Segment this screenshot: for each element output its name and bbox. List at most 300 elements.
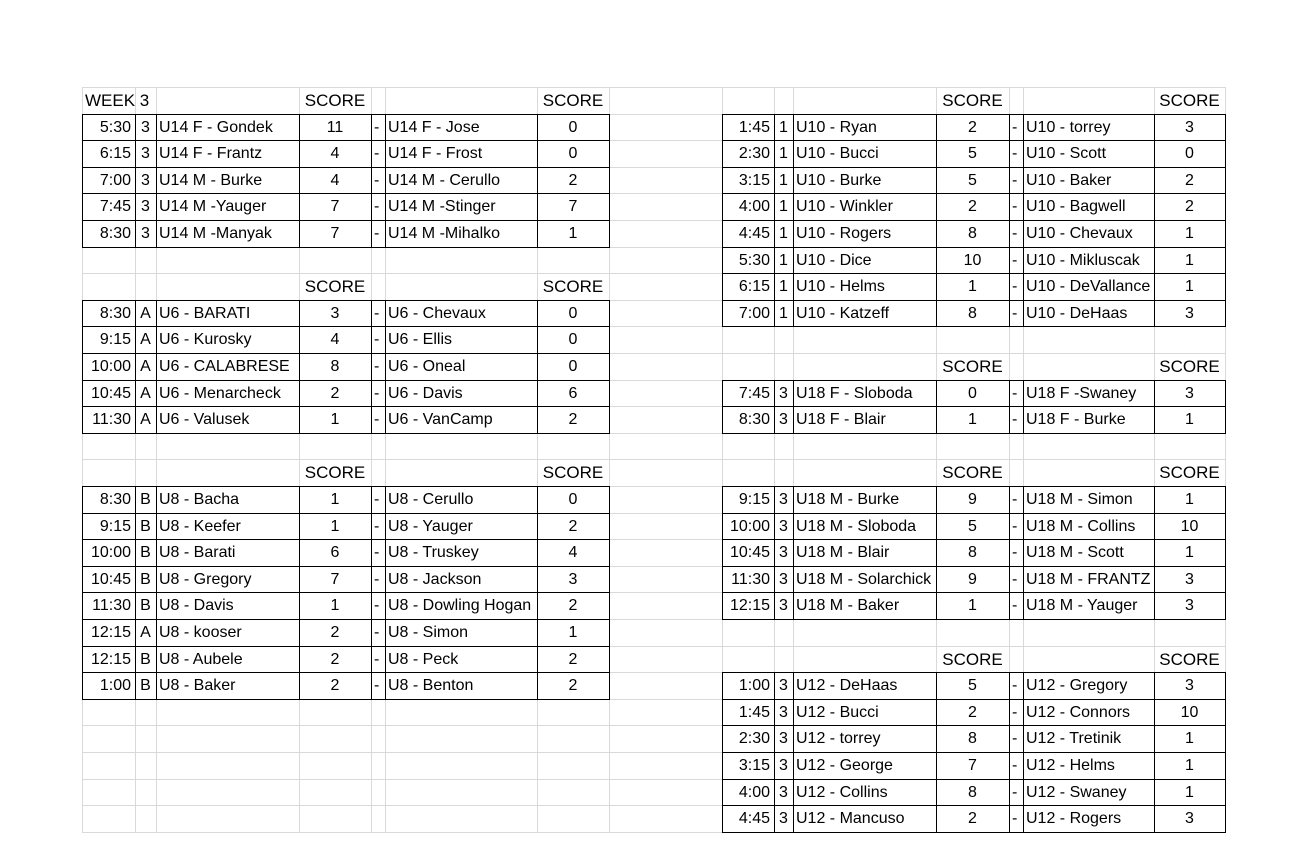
away-team: U18 M - Simon	[1026, 491, 1133, 508]
cell-border	[722, 486, 723, 620]
cell-border	[722, 752, 1226, 753]
away-team: U10 - DeHaas	[1026, 304, 1128, 322]
field: 3	[141, 145, 150, 163]
home-team: U8 - Gregory	[159, 570, 252, 588]
versus-dash: -	[374, 570, 380, 588]
away-team: U18 M - Collins	[1026, 517, 1136, 535]
away-score: 10	[1180, 703, 1199, 721]
home-score: 8	[968, 544, 977, 562]
cell-border	[722, 193, 1226, 194]
versus-dash: -	[1012, 730, 1018, 748]
away-score: 3	[1185, 570, 1194, 588]
away-score: 0	[568, 491, 578, 508]
home-score: 8	[968, 304, 977, 322]
game-time: 1:00	[99, 677, 131, 695]
game-time: 6:15	[738, 278, 770, 296]
away-score: 1	[1185, 491, 1194, 508]
game-time: 5:30	[99, 118, 131, 136]
home-team: U14 M -Yauger	[159, 198, 267, 216]
cell-border	[722, 247, 1226, 248]
field: 3	[141, 171, 150, 189]
away-team: U12 - Helms	[1026, 757, 1115, 774]
away-team: U18 M - Scott	[1026, 544, 1124, 562]
versus-dash: -	[1012, 304, 1018, 322]
away-score: 1	[568, 225, 578, 242]
away-score: 3	[1185, 597, 1194, 615]
away-score: 3	[1185, 677, 1194, 695]
versus-dash: -	[1012, 757, 1018, 774]
game-time: 9:15	[738, 491, 770, 508]
home-score: 8	[968, 225, 977, 242]
home-score: 2	[330, 677, 340, 695]
cell-border	[82, 619, 610, 620]
game-time: 5:30	[738, 251, 770, 269]
game-time: 8:30	[738, 411, 770, 429]
score-header: SCORE	[942, 463, 1003, 483]
field: B	[140, 544, 151, 562]
home-team: U14 F - Frantz	[159, 145, 263, 163]
home-team: U8 - Keefer	[159, 517, 241, 535]
cell-border	[1023, 486, 1024, 620]
cell-border	[722, 300, 1226, 301]
game-time: 12:15	[90, 624, 131, 641]
game-time: 4:45	[738, 810, 770, 828]
game-time: 12:15	[90, 650, 131, 668]
versus-dash: -	[1012, 544, 1018, 562]
home-score: 5	[968, 517, 977, 535]
home-score: 11	[326, 118, 344, 136]
field: A	[140, 358, 151, 375]
away-score: 1	[1185, 757, 1194, 774]
field: 3	[141, 118, 150, 136]
versus-dash: -	[1012, 411, 1018, 429]
cell-border	[609, 114, 610, 248]
versus-dash: -	[374, 384, 380, 402]
game-time: 10:00	[729, 517, 770, 535]
versus-dash: -	[1012, 198, 1018, 216]
game-time: 8:30	[99, 491, 131, 508]
cell-border	[722, 725, 1226, 726]
home-team: U8 - Baker	[159, 677, 236, 695]
field: 1	[779, 118, 788, 136]
away-score: 7	[568, 198, 578, 216]
home-team: U8 - Davis	[159, 597, 234, 615]
home-score: 5	[968, 145, 977, 163]
game-time: 10:45	[90, 384, 131, 402]
versus-dash: -	[1012, 225, 1018, 242]
home-score: 5	[968, 171, 977, 189]
home-score: 2	[330, 624, 340, 641]
cell-border	[722, 699, 1226, 700]
game-time: 3:15	[738, 757, 770, 774]
away-team: U18 M - FRANTZ	[1026, 570, 1151, 588]
home-team: U12 - Bucci	[796, 703, 879, 721]
home-score: 8	[968, 783, 977, 801]
home-team: U8 - Barati	[159, 544, 236, 562]
cell-border	[299, 114, 300, 248]
cell-border	[936, 486, 937, 620]
cell-border	[385, 114, 386, 248]
field: 1	[779, 198, 788, 216]
away-team: U12 - Rogers	[1026, 810, 1122, 828]
away-score: 6	[568, 384, 578, 402]
cell-border	[135, 114, 136, 248]
home-team: U10 - Ryan	[796, 118, 877, 136]
versus-dash: -	[374, 517, 380, 535]
field: 3	[779, 810, 788, 828]
cell-border	[82, 406, 610, 407]
away-team: U18 F - Burke	[1026, 411, 1126, 429]
cell-border	[609, 300, 610, 434]
away-team: U6 - Oneal	[388, 358, 466, 375]
away-score: 1	[1185, 251, 1194, 269]
away-score: 0	[568, 304, 578, 322]
away-score: 1	[1185, 544, 1194, 562]
versus-dash: -	[1012, 703, 1018, 721]
home-score: 1	[330, 517, 340, 535]
away-team: U14 M -Mihalko	[388, 225, 501, 242]
field: B	[140, 517, 151, 535]
home-team: U8 - Aubele	[159, 650, 243, 668]
cell-border	[82, 592, 610, 593]
away-team: U6 - Davis	[388, 384, 463, 402]
cell-border	[722, 779, 1226, 780]
home-team: U12 - DeHaas	[796, 677, 898, 695]
field: B	[140, 570, 151, 588]
game-time: 11:30	[731, 570, 770, 588]
versus-dash: -	[1012, 783, 1018, 801]
away-score: 0	[568, 118, 578, 136]
cell-border	[722, 220, 1226, 221]
home-score: 1	[330, 411, 340, 429]
field: 3	[779, 757, 788, 774]
cell-border	[722, 433, 1226, 434]
home-team: U10 - Katzeff	[796, 304, 890, 322]
cell-border	[722, 592, 1226, 593]
field: 3	[779, 703, 788, 721]
away-score: 0	[568, 358, 578, 375]
away-score: 2	[568, 677, 578, 695]
versus-dash: -	[1012, 384, 1018, 402]
cell-border	[82, 513, 610, 514]
home-team: U18 M - Baker	[796, 597, 900, 615]
game-time: 9:15	[99, 517, 131, 535]
field: 1	[779, 251, 788, 269]
game-time: 8:30	[99, 225, 131, 242]
away-score: 0	[568, 331, 578, 349]
away-score: 2	[568, 411, 578, 429]
home-score: 4	[330, 331, 340, 349]
home-score: 0	[968, 384, 977, 402]
cell-border	[82, 300, 83, 434]
home-team: U12 - Collins	[796, 783, 888, 801]
cell-border	[82, 699, 610, 700]
away-score: 4	[568, 544, 578, 562]
game-time: 10:00	[90, 358, 131, 375]
game-time: 4:45	[738, 225, 770, 242]
game-time: 4:00	[738, 198, 770, 216]
cell-border	[156, 300, 157, 434]
game-time: 8:30	[99, 304, 131, 322]
field: 3	[779, 783, 788, 801]
field: 3	[141, 198, 150, 216]
field: A	[140, 304, 151, 322]
cell-border	[722, 539, 1226, 540]
home-score: 7	[330, 198, 340, 216]
score-header: SCORE	[304, 463, 366, 483]
versus-dash: -	[1012, 171, 1018, 189]
field: 3	[779, 384, 788, 402]
week-label: WEEK 3	[85, 91, 150, 110]
field: 3	[779, 544, 788, 562]
home-team: U18 F - Sloboda	[796, 384, 913, 402]
versus-dash: -	[1012, 570, 1018, 588]
home-team: U10 - Rogers	[796, 225, 892, 242]
cell-border	[82, 646, 610, 647]
home-score: 9	[968, 570, 977, 588]
home-score: 1	[330, 491, 340, 508]
away-score: 1	[1185, 411, 1194, 429]
cell-border	[722, 140, 1226, 141]
home-score: 7	[330, 225, 340, 242]
cell-border	[722, 513, 1226, 514]
away-team: U8 - Dowling Hogan	[388, 597, 532, 615]
cell-border	[82, 140, 610, 141]
cell-border	[82, 114, 610, 115]
home-team: U10 - Winkler	[796, 198, 893, 216]
away-team: U10 - Scott	[1026, 145, 1107, 163]
away-team: U10 - Mikluscak	[1026, 251, 1140, 269]
game-time: 11:30	[92, 597, 131, 615]
versus-dash: -	[374, 145, 380, 163]
cell-border	[722, 406, 1226, 407]
game-time: 7:45	[738, 384, 770, 402]
game-time: 4:00	[738, 783, 770, 801]
versus-dash: -	[1012, 677, 1018, 695]
away-team: U18 M - Yauger	[1026, 597, 1138, 615]
field: 3	[779, 677, 788, 695]
versus-dash: -	[374, 597, 380, 615]
away-score: 1	[1185, 278, 1194, 296]
cell-border	[722, 326, 1226, 327]
game-time: 12:15	[729, 597, 770, 615]
home-team: U18 M - Sloboda	[796, 517, 917, 535]
home-team: U18 M - Solarchick	[796, 570, 932, 588]
home-score: 1	[330, 597, 340, 615]
versus-dash: -	[374, 624, 380, 641]
home-team: U14 M -Manyak	[159, 225, 272, 242]
score-header: SCORE	[1159, 649, 1220, 669]
home-team: U10 - Dice	[796, 251, 872, 269]
cell-border	[722, 114, 1226, 115]
cell-border	[793, 486, 794, 620]
away-team: U10 - torrey	[1026, 118, 1111, 136]
away-score: 3	[1185, 304, 1194, 322]
cell-border	[537, 114, 538, 248]
game-time: 11:30	[92, 411, 131, 429]
away-team: U6 - Chevaux	[388, 304, 486, 322]
cell-border	[371, 300, 372, 434]
away-score: 1	[1185, 730, 1194, 748]
home-score: 7	[968, 757, 977, 774]
home-team: U6 - Kurosky	[159, 331, 252, 349]
field: 1	[779, 171, 788, 189]
field: 3	[141, 225, 150, 242]
home-score: 6	[330, 544, 340, 562]
cell-border	[82, 353, 610, 354]
home-team: U10 - Helms	[796, 278, 885, 296]
home-score: 9	[968, 491, 977, 508]
cell-border	[82, 380, 610, 381]
away-score: 10	[1180, 517, 1199, 535]
home-team: U14 M - Burke	[159, 171, 263, 189]
cell-border	[774, 486, 775, 620]
versus-dash: -	[1012, 597, 1018, 615]
away-team: U8 - Benton	[388, 677, 474, 695]
gridline	[82, 87, 1226, 88]
away-score: 1	[1185, 783, 1194, 801]
home-score: 1	[968, 411, 977, 429]
game-time: 7:00	[738, 304, 770, 322]
away-team: U8 - Jackson	[388, 570, 482, 588]
away-score: 1	[568, 624, 578, 641]
home-score: 4	[330, 171, 340, 189]
game-time: 10:45	[729, 544, 770, 562]
cell-border	[82, 566, 610, 567]
home-team: U6 - Valusek	[159, 411, 250, 429]
home-score: 2	[968, 810, 977, 828]
home-team: U6 - CALABRESE	[159, 358, 290, 375]
home-team: U14 F - Gondek	[159, 118, 273, 136]
cell-border	[1225, 486, 1226, 620]
away-team: U8 - Peck	[388, 650, 459, 668]
away-team: U14 M - Cerullo	[388, 171, 501, 189]
cell-border	[722, 167, 1226, 168]
field: 1	[779, 304, 788, 322]
cell-border	[371, 114, 372, 248]
field: A	[140, 384, 151, 402]
away-team: U6 - Ellis	[388, 331, 453, 349]
away-score: 3	[568, 570, 578, 588]
game-time: 10:00	[90, 544, 131, 562]
score-header: SCORE	[942, 357, 1003, 376]
cell-border	[722, 672, 1226, 673]
away-team: U10 - Chevaux	[1026, 225, 1133, 242]
home-score: 3	[330, 304, 340, 322]
game-time: 7:45	[99, 198, 131, 216]
home-team: U18 M - Blair	[796, 544, 890, 562]
field: 1	[779, 225, 788, 242]
away-team: U14 F - Frost	[388, 145, 483, 163]
away-team: U12 - Connors	[1026, 703, 1131, 721]
versus-dash: -	[1012, 145, 1018, 163]
home-score: 2	[968, 703, 977, 721]
cell-border	[82, 326, 610, 327]
away-team: U12 - Tretinik	[1026, 730, 1122, 748]
game-time: 9:15	[99, 331, 131, 349]
game-time: 1:45	[738, 118, 770, 136]
away-score: 3	[1185, 118, 1194, 136]
home-team: U12 - torrey	[796, 730, 881, 748]
field: B	[140, 491, 151, 508]
cell-border	[82, 433, 610, 434]
versus-dash: -	[374, 118, 380, 136]
field: 1	[779, 145, 788, 163]
game-time: 3:15	[738, 171, 770, 189]
versus-dash: -	[374, 304, 380, 322]
home-team: U6 - Menarcheck	[159, 384, 281, 402]
field: 3	[779, 730, 788, 748]
away-team: U8 - Cerullo	[388, 491, 474, 508]
cell-border	[82, 300, 610, 301]
cell-border	[82, 247, 610, 248]
cell-border	[722, 380, 1226, 381]
score-header: SCORE	[1159, 357, 1220, 376]
versus-dash: -	[374, 358, 380, 375]
versus-dash: -	[374, 491, 380, 508]
home-score: 2	[330, 384, 340, 402]
home-team: U12 - Mancuso	[796, 810, 905, 828]
score-header: SCORE	[542, 91, 604, 110]
away-score: 2	[1185, 198, 1194, 216]
cell-border	[722, 805, 1226, 806]
field: 3	[779, 411, 788, 429]
away-score: 3	[1185, 384, 1194, 402]
away-score: 2	[568, 517, 578, 535]
home-score: 10	[963, 251, 982, 269]
cell-border	[82, 672, 610, 673]
away-team: U10 - DeVallance	[1026, 278, 1151, 296]
versus-dash: -	[374, 225, 380, 242]
game-time: 10:45	[90, 570, 131, 588]
away-score: 2	[568, 650, 578, 668]
home-score: 1	[968, 278, 977, 296]
versus-dash: -	[1012, 810, 1018, 828]
versus-dash: -	[374, 171, 380, 189]
away-score: 2	[1185, 171, 1194, 189]
versus-dash: -	[374, 411, 380, 429]
versus-dash: -	[1012, 491, 1018, 508]
cell-border	[82, 539, 610, 540]
home-score: 1	[968, 597, 977, 615]
cell-border	[82, 220, 610, 221]
away-team: U14 M -Stinger	[388, 198, 496, 216]
score-header: SCORE	[1159, 91, 1220, 110]
home-team: U18 F - Blair	[796, 411, 886, 429]
away-team: U12 - Gregory	[1026, 677, 1128, 695]
field: 3	[779, 597, 788, 615]
home-score: 7	[330, 570, 340, 588]
field: B	[140, 650, 151, 668]
game-time: 2:30	[738, 145, 770, 163]
away-team: U10 - Baker	[1026, 171, 1112, 189]
away-team: U8 - Simon	[388, 624, 469, 641]
cell-border	[156, 114, 157, 248]
home-score: 8	[968, 730, 977, 748]
away-team: U8 - Yauger	[388, 517, 473, 535]
home-score: 8	[330, 358, 340, 375]
home-team: U12 - George	[796, 757, 893, 774]
cell-border	[537, 300, 538, 434]
away-score: 0	[1185, 145, 1194, 163]
game-time: 6:15	[99, 145, 131, 163]
game-time: 7:00	[99, 171, 131, 189]
home-score: 2	[330, 650, 340, 668]
game-time: 1:00	[738, 677, 770, 695]
game-time: 2:30	[738, 730, 770, 748]
versus-dash: -	[374, 544, 380, 562]
versus-dash: -	[374, 331, 380, 349]
